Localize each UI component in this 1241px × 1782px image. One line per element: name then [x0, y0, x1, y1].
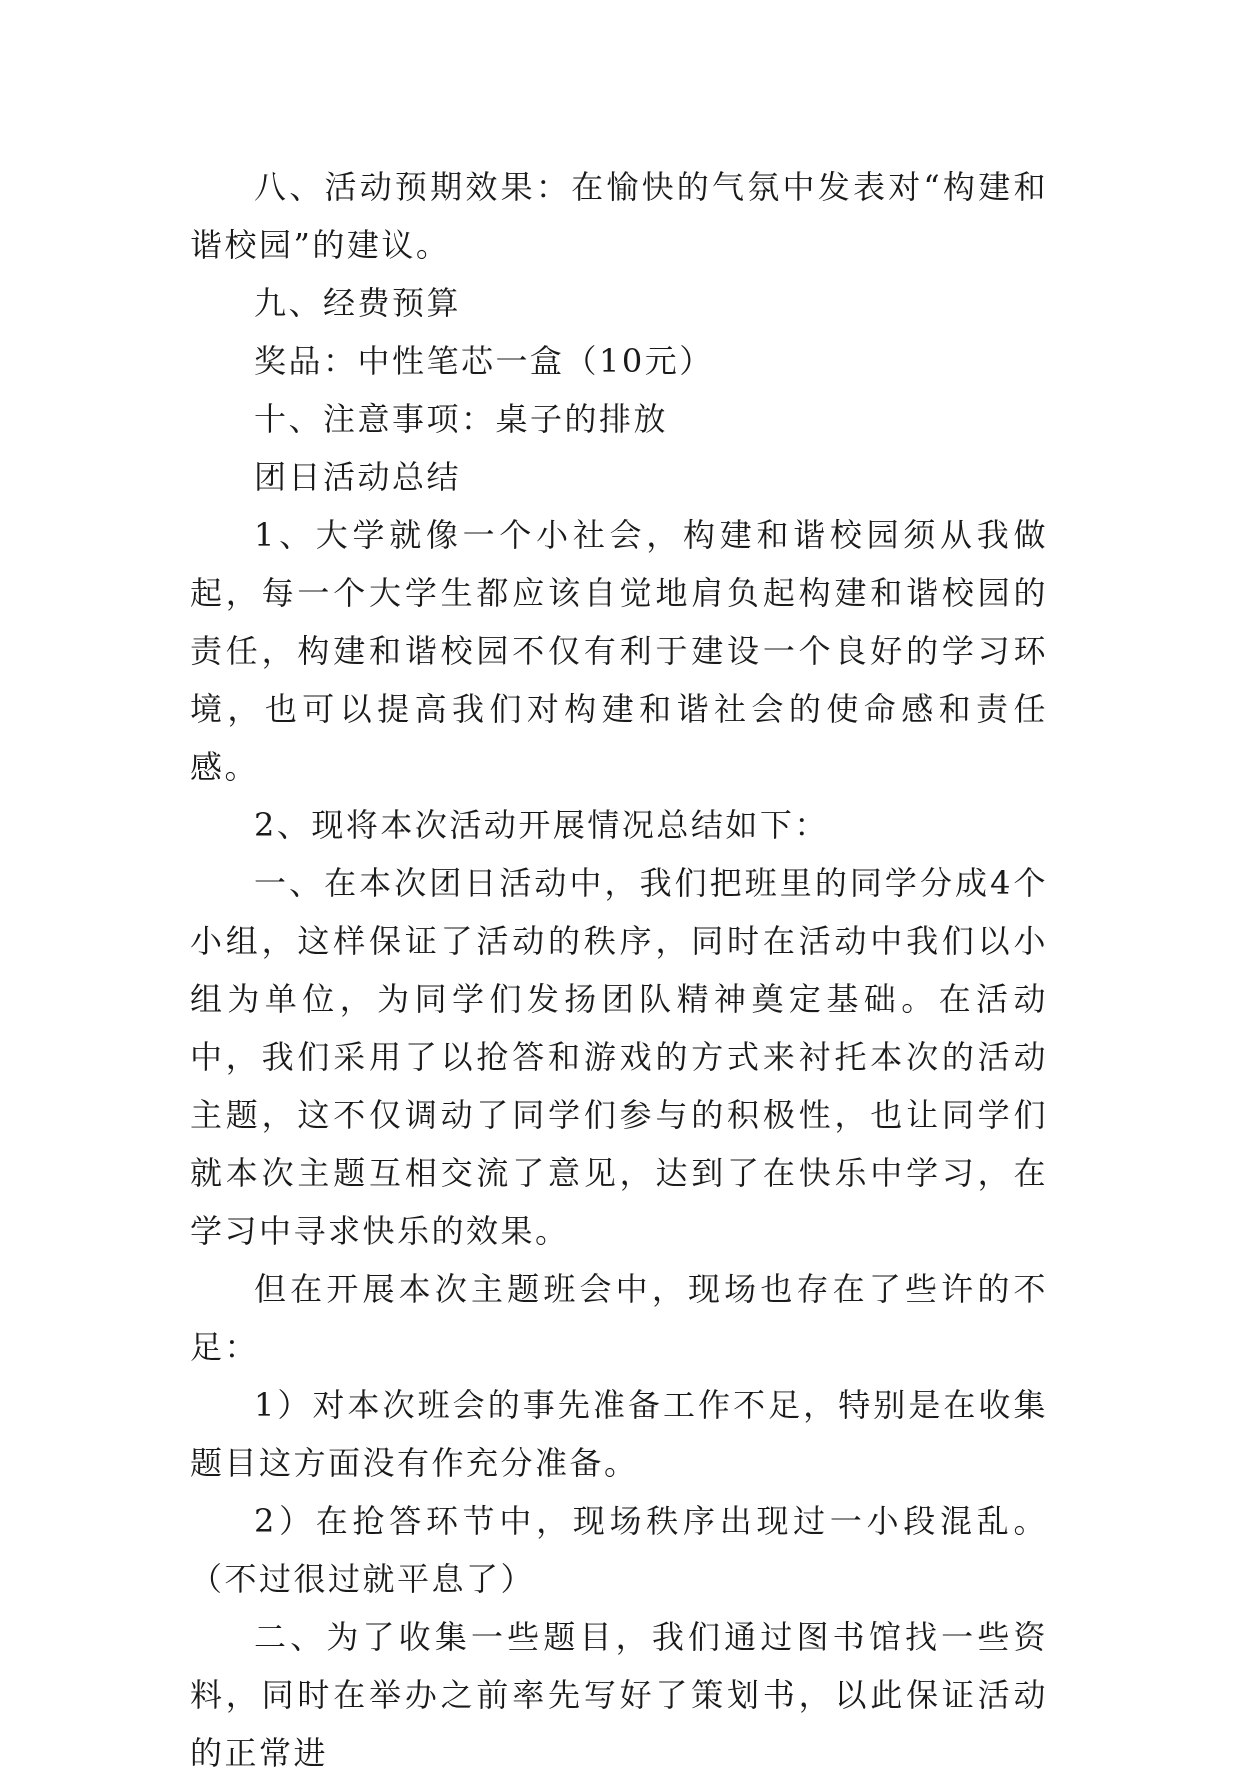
paragraph-section-two: 二、为了收集一些题目，我们通过图书馆找一些资料，同时在举办之前率先写好了策划书，以此保证活动的正常进	[190, 1618, 1048, 1772]
paragraph-summary-heading: 团日活动总结	[254, 458, 462, 496]
paragraph-shortcomings: 但在开展本次主题班会中，现场也存在了些许的不足：	[190, 1270, 1048, 1366]
paragraph-budget-heading: 九、经费预算	[254, 284, 462, 322]
document-body	[190, 158, 1048, 1782]
paragraph-shortcoming-1: 1）对本次班会的事先准备工作不足，特别是在收集题目这方面没有作充分准备。	[190, 1386, 1048, 1482]
paragraph-section-one: 一、在本次团日活动中，我们把班里的同学分成4个小组，这样保证了活动的秩序，同时在活动中我们以小组为单位，为同学们发扬团队精神奠定基础。在活动中，我们采用了以抢答和游戏的方式来衬托本次的活动主题，这不仅调动了同学们参与的积极性，也让同学们就本次主题互相交流了意见，达到了在快乐中学习，在学习中寻求快乐的效果。	[190, 864, 1048, 1250]
paragraph-summary-2: 2、现将本次活动开展情况总结如下：	[254, 806, 829, 844]
paragraph-summary-1: 1、大学就像一个小社会，构建和谐校园须从我做起，每一个大学生都应该自觉地肩负起构建和谐校园的责任，构建和谐校园不仅有利于建设一个良好的学习环境，也可以提高我们对构建和谐社会的使命感和责任感。	[190, 516, 1048, 786]
paragraph-shortcoming-2: 2）在抢答环节中，现场秩序出现过一小段混乱。（不过很过就平息了）	[190, 1502, 1048, 1598]
paragraph-expected-effect: 八、活动预期效果：在愉快的气氛中发表对“构建和谐校园”的建议。	[190, 168, 1048, 264]
paragraph-notes: 十、注意事项：桌子的排放	[254, 400, 669, 438]
paragraph-prize: 奖品：中性笔芯一盒（10元）	[254, 342, 714, 380]
